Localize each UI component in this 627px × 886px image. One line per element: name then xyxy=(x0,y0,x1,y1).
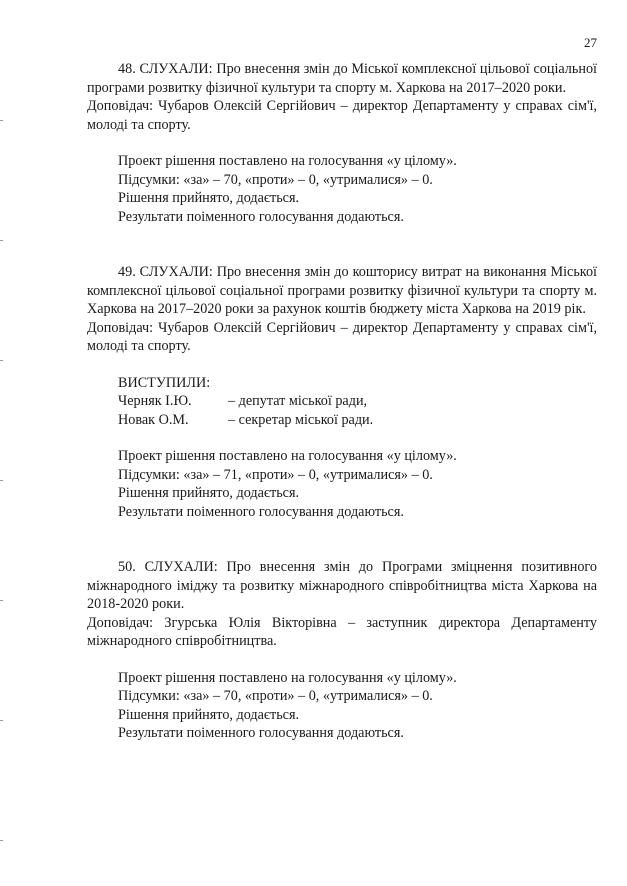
agenda-item-50 xyxy=(87,558,597,743)
heard-text: 50. СЛУХАЛИ: Про внесення змін до Програми зміцнення позитивного міжнародного іміджу та розвитку міжнародного співробітництва міста Харкова на 2018-2020 роки. xyxy=(87,559,597,612)
vote-line: Рішення прийнято, додається. xyxy=(118,485,300,501)
vote-results xyxy=(87,152,597,226)
speeches-heading: ВИСТУПИЛИ: xyxy=(118,374,211,391)
vote-line: Проект рішення поставлено на голосування «у цілому». xyxy=(118,669,457,686)
speech-row xyxy=(118,392,597,411)
page-number: 27 xyxy=(584,35,597,50)
margin-mark xyxy=(0,240,3,241)
speech-role: – секретар міської ради. xyxy=(228,411,374,428)
vote-line: Підсумки: «за» – 70, «проти» – 0, «утрималися» – 0. xyxy=(118,688,433,704)
vote-results xyxy=(87,669,597,743)
margin-mark xyxy=(0,480,3,481)
speaker-text: Доповідач: Згурська Юлія Вікторівна – заступник директора Департаменту міжнародного співробітництва. xyxy=(87,614,597,649)
vote-line: Підсумки: «за» – 71, «проти» – 0, «утрималися» – 0. xyxy=(118,466,433,483)
speeches-list xyxy=(87,374,597,430)
vote-results xyxy=(87,447,597,521)
heard-text: 49. СЛУХАЛИ: Про внесення змін до кошторису витрат на виконання Міської комплексної цільової соціальної програми розвитку фізичної культури та спорту м. Харкова на 2017–2020 роки за рахунок коштів бюджету міста Харкова на 2019 рік. xyxy=(87,264,597,317)
margin-mark xyxy=(0,360,3,361)
margin-mark xyxy=(0,840,3,841)
agenda-item-48 xyxy=(87,60,597,226)
speech-row xyxy=(118,411,597,430)
vote-line: Результати поіменного голосування додаються. xyxy=(118,725,404,741)
margin-mark xyxy=(0,720,3,721)
vote-line: Результати поіменного голосування додаються. xyxy=(118,503,404,520)
heard-text: 48. СЛУХАЛИ: Про внесення змін до Міської комплексної цільової соціальної програми розвитку фізичної культури та спорту м. Харкова на 2017–2020 роки. xyxy=(87,61,597,96)
vote-line: Підсумки: «за» – 70, «проти» – 0, «утрималися» – 0. xyxy=(118,171,433,188)
binding-margin-marks xyxy=(0,0,4,886)
minutes-content xyxy=(87,60,597,743)
speech-name: Черняк І.Ю. xyxy=(118,393,192,409)
speaker-text: Доповідач: Чубаров Олексій Сергійович – директор Департаменту у справах сім'ї, молоді та спорту. xyxy=(87,319,597,354)
speaker-text: Доповідач: Чубаров Олексій Сергійович – директор Департаменту у справах сім'ї, молоді та спорту. xyxy=(87,98,597,133)
vote-line: Рішення прийнято, додається. xyxy=(118,706,300,723)
vote-line: Проект рішення поставлено на голосування «у цілому». xyxy=(118,448,457,464)
speech-name: Новак О.М. xyxy=(118,411,189,428)
speech-role: – депутат міської ради, xyxy=(228,393,368,409)
margin-mark xyxy=(0,120,3,121)
vote-line: Проект рішення поставлено на голосування «у цілому». xyxy=(118,153,457,169)
vote-line: Результати поіменного голосування додаються. xyxy=(118,208,404,225)
agenda-item-49 xyxy=(87,263,597,521)
margin-mark xyxy=(0,600,3,601)
vote-line: Рішення прийнято, додається. xyxy=(118,190,300,206)
